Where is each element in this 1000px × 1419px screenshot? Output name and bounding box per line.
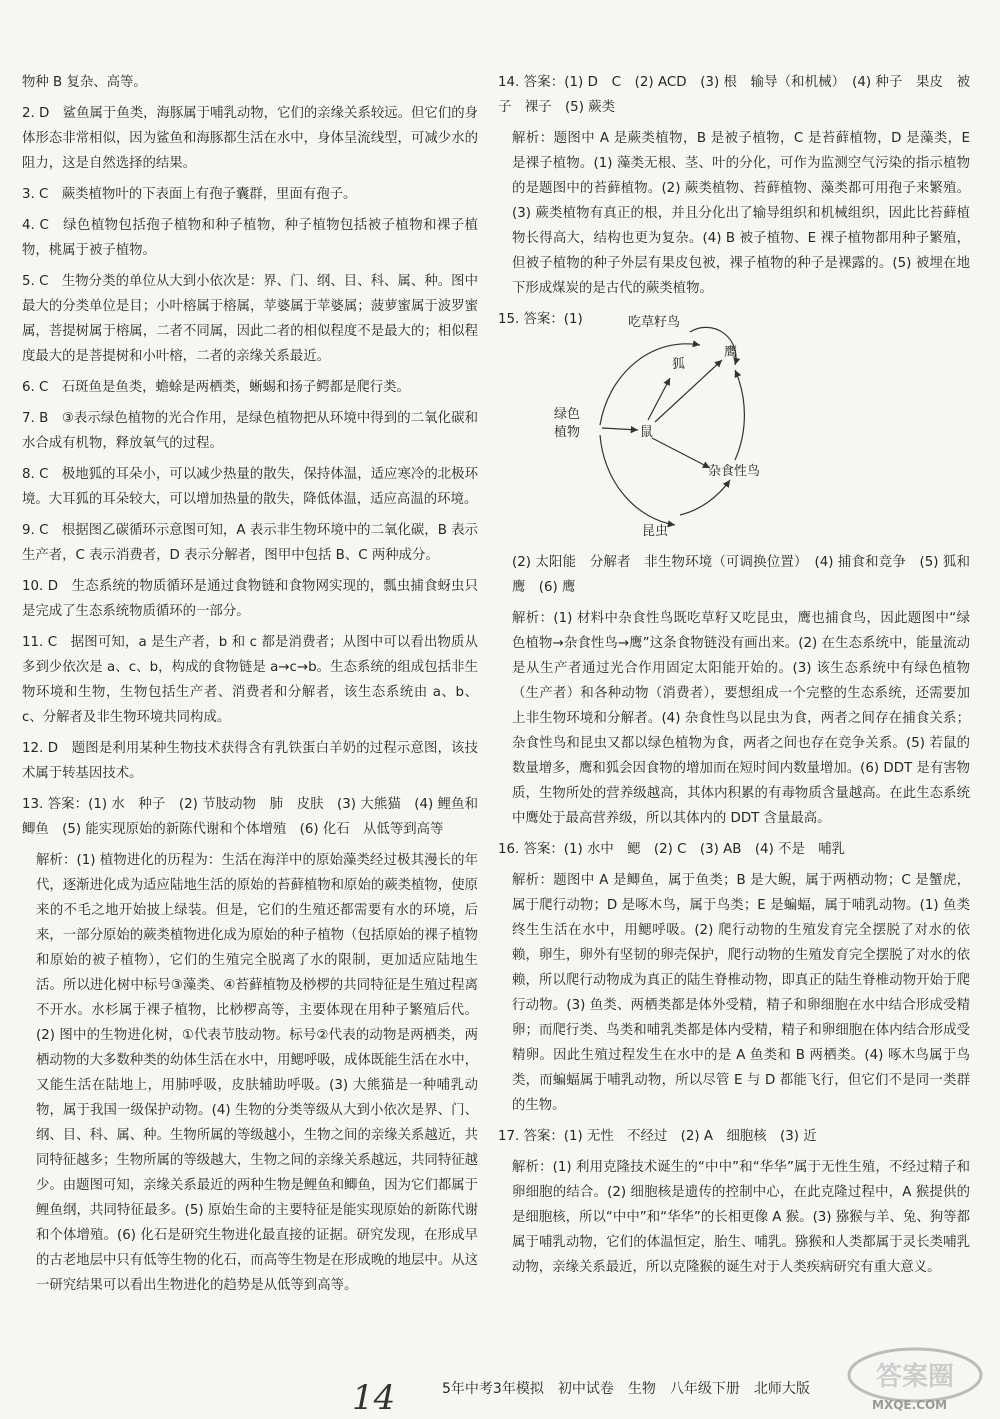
svg-text:答案圈: 答案圈: [875, 1362, 955, 1392]
answer-line: 16. 答案：(1) 水中 鳃 (2) C (3) AB (4) 不是 哺乳: [498, 842, 846, 857]
answer-line: 2. D 鲨鱼属于鱼类，海豚属于哺乳动物，它们的亲缘关系较远。但它们的身体形态非常相似，因为鲨鱼和海豚都生活在水中，身体呈流线型，可减少水的阻力，这是自然选择的结果。: [22, 106, 478, 171]
node-green-plant: 绿色: [554, 407, 581, 422]
node-eagle: 鹰: [724, 345, 738, 360]
arrow-plant-mouse: [602, 428, 638, 430]
right-column: [498, 70, 970, 1286]
node-omnivore-bird: 杂食性鸟: [708, 464, 761, 479]
answer-line: 4. C 绿色植物包括孢子植物和种子植物，种子植物包括被子植物和裸子植物，桃属于被子植物。: [22, 218, 478, 258]
answer-line: 13. 答案：(1) 水 种子 (2) 节肢动物 肺 皮肤 (3) 大熊猫 (4) 鲤鱼和鲫鱼 (5) 能实现原始的新陈代谢和个体增殖 (6) 化石 从低等到高等: [22, 797, 478, 837]
food-web-cycle: [600, 344, 700, 425]
answer-line: (2) 太阳能 分解者 非生物环境（可调换位置） (4) 捕食和竞争 (5) 狐和鹰 (6) 鹰: [512, 555, 970, 595]
left-column: [22, 70, 478, 1304]
answer-line: 物种 B 复杂、高等。: [22, 75, 147, 90]
watermark-url: MXQE.COM: [872, 1398, 948, 1412]
answer-line: 8. C 极地狐的耳朵小，可以减少热量的散失，保持体温，适应寒冷的北极环境。大耳狐的耳朵较大，可以增加热量的散失，降低体温，适应高温的环境。: [22, 467, 478, 507]
answer-line: 6. C 石斑鱼是鱼类，蟾蜍是两栖类，蜥蜴和扬子鳄都是爬行类。: [22, 380, 410, 395]
answer-line: 11. C 据图可知，a 是生产者，b 和 c 都是消费者；从图中可以看出物质从多到少依次是 a、c、b，构成的食物链是 a→c→b。生态系统的组成包括非生物环境和生物，生物包括生产者、消费者和分解者，该生态系统由 a、b、c、分解者及非生物环境共同构成。: [22, 635, 478, 725]
answer-line: 15. 答案：(1): [498, 312, 583, 327]
answer-line: 3. C 蕨类植物叶的下表面上有孢子囊群，里面有孢子。: [22, 187, 357, 202]
analysis-line: 解析：(1) 材料中杂食性鸟既吃草籽又吃昆虫，鹰也捕食鸟，因此题图中“绿色植物→杂食性鸟→鹰”这条食物链没有画出来。(2) 在生态系统中，能量流动是从生产者通过光合作用固定太阳能开始的。(3) 该生态系统中有绿色植物（生产者）和各种动物（消费者），要想组成一个完整的生态系统，还需要加上非生物环境和分解者。(4) 杂食性鸟以昆虫为食，两者之间存在捕食关系；杂食性鸟和昆虫又都以绿色植物为食，两者之间也存在竞争关系。(5) 若鼠的数量增多，鹰和狐会因食物的增加而在短时间内数量增加。(6) DDT 是有害物质，生物所处的营养级越高，其体内积累的有毒物质含量越高。在此生态系统中鹰处于最高营养级，所以其体内的 DDT 含量最高。: [512, 611, 970, 826]
analysis-line: 解析：题图中 A 是蕨类植物，B 是被子植物，C 是苔藓植物，D 是藻类，E 是裸子植物。(1) 藻类无根、茎、叶的分化，可作为监测空气污染的指示植物的是题图中的苔藓植物。(2) 蕨类植物、苔藓植物、藻类都可用孢子来繁殖。(3) 蕨类植物有真正的根，并且分化出了输导组织和机械组织，因此比苔藓植物长得高大，结构也更为复杂。(4) B 被子植物、E 裸子植物都用种子繁殖，但被子植物的种子外层有果皮包被，裸子植物的种子是裸露的。(5) 被埋在地下形成煤炭的是古代的蕨类植物。: [512, 131, 970, 296]
answer-line: 17. 答案：(1) 无性 不经过 (2) A 细胞核 (3) 近: [498, 1129, 817, 1144]
watermark-logo: [845, 1345, 985, 1405]
food-web-cycle: [600, 435, 675, 525]
node-mouse: 鼠: [640, 425, 654, 440]
arrow-mouse-eagle: [655, 360, 722, 422]
food-web-svg: [540, 310, 761, 540]
food-web-diagram: [540, 310, 761, 540]
arrow-mouse-omnibird: [652, 438, 710, 468]
arrow-mouse-fox: [648, 378, 670, 420]
node-green-plant: 植物: [554, 425, 581, 440]
answer-line: 5. C 生物分类的单位从大到小依次是：界、门、纲、目、科、属、种。图中最大的分类单位是目；小叶榕属于榕属，苹婆属于苹婆属；菠萝蜜属于波罗蜜属，菩提树属于榕属，二者不同属，因此二者的相似程度不是最大的；相似程度最大的是菩提树和小叶榕，二者的亲缘关系最近。: [22, 274, 478, 364]
node-seed-bird: 吃草籽鸟: [628, 315, 681, 330]
answer-line: 14. 答案：(1) D C (2) ACD (3) 根 输导（和机械） (4) 种子 果皮 被子 裸子 (5) 蕨类: [498, 75, 970, 115]
node-fox: 狐: [672, 357, 686, 372]
answer-line: 10. D 生态系统的物质循环是通过食物链和食物网实现的，瓢虫捕食蚜虫只是完成了生态系统物质循环的一部分。: [22, 579, 478, 619]
answer-line: 7. B ③表示绿色植物的光合作用，是绿色植物把从环境中得到的二氧化碳和水合成有机物，释放氧气的过程。: [22, 411, 478, 451]
handwritten-page-number: 14: [352, 1378, 396, 1418]
answer-line: 9. C 根据图乙碳循环示意图可知，A 表示非生物环境中的二氧化碳，B 表示生产者，C 表示消费者，D 表示分解者，图甲中包括 B、C 两种成分。: [22, 523, 478, 563]
footer-title: 5年中考3年模拟 初中试卷 生物 八年级下册 北师大版: [442, 1381, 810, 1397]
analysis-line: 解析：(1) 植物进化的历程为：生活在海洋中的原始藻类经过极其漫长的年代，逐渐进化成为适应陆地生活的原始的苔藓植物和原始的蕨类植物，使原来的不毛之地开始披上绿装。但是，它们的生殖还都需要有水的环境，后来，一部分原始的蕨类植物进化成为原始的种子植物（包括原始的裸子植物和原始的被子植物），它们的生殖完全脱离了水的限制，更加适应陆地生活。所以进化树中标号③藻类、④苔藓植物及桫椤的共同特征是生殖过程离不开水。水杉属于裸子植物，比桫椤高等，主要体现在用种子繁殖后代。(2) 图中的生物进化树，①代表节肢动物。标号②代表的动物是两栖类，两栖动物的大多数种类的幼体生活在水中，用鳃呼吸，成体既能生活在水中，又能生活在陆地上，用肺呼吸，皮肤辅助呼吸。(3) 大熊猫是一种哺乳动物，属于我国一级保护动物。(4) 生物的分类等级从大到小依次是界、门、纲、目、科、属、种。生物所属的等级越小，生物之间的亲缘关系越近，共同特征越多；生物所属的等级越大，生物之间的亲缘关系越远，共同特征越少。由题图可知，亲缘关系最近的两种生物是鲤鱼和鲫鱼，因为它们都属于鲤鱼纲，共同特征最多。(5) 原始生命的主要特征是能实现原始的新陈代谢和个体增殖。(6) 化石是研究生物进化最直接的证据。研究发现，在形成早的古老地层中只有低等生物的化石，而高等生物是在形成晚的地层中。从这一研究结果可以看出生物进化的趋势是从低等到高等。: [36, 853, 478, 1293]
node-insect: 昆虫: [642, 524, 669, 539]
analysis-line: 解析：(1) 利用克隆技术诞生的“中中”和“华华”属于无性生殖，不经过精子和卵细胞的结合。(2) 细胞核是遗传的控制中心，在此克隆过程中，A 猴提供的是细胞核，所以“中中”和“华华”的长相更像 A 猴。(3) 猕猴与羊、兔、狗等都属于哺乳动物，它们的体温恒定，胎生、哺乳。猕猴和人类都属于灵长类哺乳动物，亲缘关系最近，所以克隆猴的诞生对于人类疾病研究有重大意义。: [512, 1160, 970, 1275]
food-web-cycle: [680, 480, 730, 515]
analysis-line: 解析：题图中 A 是鲫鱼，属于鱼类；B 是大鲵，属于两栖动物；C 是蟹虎，属于爬行动物；D 是啄木鸟，属于鸟类；E 是蝙蝠，属于哺乳动物。(1) 鱼类终生生活在水中，用鳃呼吸。(2) 爬行动物的生殖发育完全摆脱了对水的依赖，卵生，卵外有坚韧的卵壳保护，爬行动物的生殖发育完全摆脱了对水的依赖，所以爬行动物成为真正的陆生脊椎动物，即真正的陆生脊椎动物开始于爬行动物。(3) 鱼类、两栖类都是体外受精，精子和卵细胞在水中结合形成受精卵；而爬行类、鸟类和哺乳类都是体内受精，精子和卵细胞在体内结合形成受精卵。因此生殖过程发生在水中的是 A 鱼类和 B 两栖类。(4) 啄木鸟属于鸟类，而蝙蝠属于哺乳动物，所以尽管 E 与 D 都能飞行，但它们不是同一类群的生物。: [512, 873, 970, 1113]
answer-line: 12. D 题图是利用某种生物技术获得含有乳铁蛋白羊奶的过程示意图，该技术属于转基因技术。: [22, 741, 478, 781]
